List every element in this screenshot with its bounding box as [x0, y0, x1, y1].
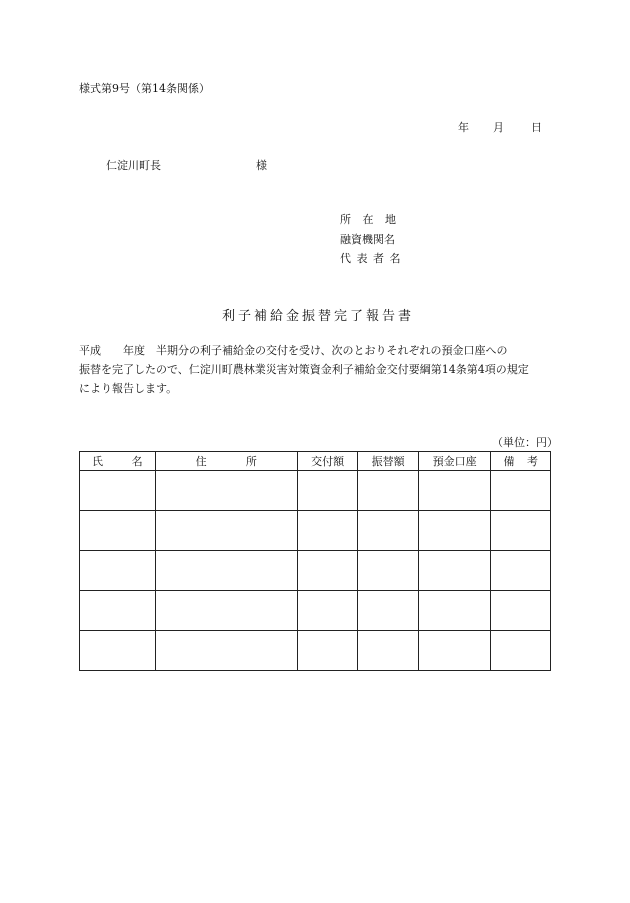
address-cell[interactable] — [155, 471, 297, 511]
header-remarks-char-2: 考 — [527, 455, 538, 468]
granted-amount-cell[interactable] — [297, 631, 358, 671]
date-year-label: 年 — [458, 121, 469, 134]
form-number: 様式第9号（第14条関係） — [79, 82, 210, 95]
address-cell[interactable] — [155, 591, 297, 631]
transferred-amount-cell[interactable] — [358, 591, 419, 631]
deposit-account-cell[interactable] — [418, 511, 491, 551]
table-row — [80, 471, 551, 511]
header-address-char-2: 所 — [245, 455, 257, 468]
header-remarks — [491, 452, 551, 471]
transferred-amount-cell[interactable] — [358, 511, 419, 551]
body-text — [79, 341, 554, 398]
transferred-amount-cell[interactable] — [358, 471, 419, 511]
granted-amount-cell[interactable] — [297, 551, 358, 591]
body-line-2: 振替を完了したので、仁淀川町農林業災害対策資金利子補給金交付要綱第14条第4項の規定 — [79, 363, 529, 376]
header-name-char-2: 名 — [131, 455, 143, 468]
header-remarks-char-1: 備 — [503, 455, 515, 468]
table-body — [80, 471, 551, 671]
header-transferred-amount: 振替額 — [358, 452, 419, 471]
remarks-cell[interactable] — [491, 551, 551, 591]
body-line-3: により報告します。 — [79, 382, 178, 395]
address-cell[interactable] — [155, 511, 297, 551]
addressee — [106, 157, 267, 173]
header-deposit-account: 預金口座 — [418, 452, 491, 471]
date-month-label: 月 — [493, 121, 504, 134]
body-line-1: 平成 年度 半期分の利子補給金の交付を受け、次のとおりそれぞれの預金口座への — [79, 344, 508, 357]
document-title: 利子補給金振替完了報告書 — [221, 309, 414, 324]
remarks-cell[interactable] — [491, 511, 551, 551]
remarks-cell[interactable] — [491, 591, 551, 631]
header-address-char-1: 住 — [195, 455, 207, 468]
name-cell[interactable] — [80, 591, 156, 631]
transferred-amount-cell[interactable] — [358, 631, 419, 671]
table-header-row — [80, 452, 551, 471]
name-cell[interactable] — [80, 471, 156, 511]
address-cell[interactable] — [155, 551, 297, 591]
remarks-cell[interactable] — [491, 631, 551, 671]
sender-institution-label: 融資機関名 — [340, 233, 395, 246]
sender-location-label: 所 在 地 — [340, 213, 400, 226]
table-row — [80, 551, 551, 591]
granted-amount-cell[interactable] — [297, 591, 358, 631]
name-cell[interactable] — [80, 551, 156, 591]
report-table — [79, 451, 551, 671]
name-cell[interactable] — [80, 631, 156, 671]
deposit-account-cell[interactable] — [418, 551, 491, 591]
date-line — [458, 119, 542, 135]
header-name — [80, 452, 156, 471]
granted-amount-cell[interactable] — [297, 511, 358, 551]
granted-amount-cell[interactable] — [297, 471, 358, 511]
table-row — [80, 511, 551, 551]
header-granted-amount: 交付額 — [297, 452, 358, 471]
addressee-honorific: 様 — [256, 159, 267, 172]
name-cell[interactable] — [80, 511, 156, 551]
table-row — [80, 591, 551, 631]
deposit-account-cell[interactable] — [418, 471, 491, 511]
header-address — [155, 452, 297, 471]
sender-representative-label: 代 表 者 名 — [340, 252, 402, 265]
deposit-account-cell[interactable] — [418, 631, 491, 671]
remarks-cell[interactable] — [491, 471, 551, 511]
unit-label: （単位：円） — [492, 436, 558, 449]
date-day-label: 日 — [531, 121, 542, 134]
addressee-name: 仁淀川町長 — [106, 159, 161, 172]
address-cell[interactable] — [155, 631, 297, 671]
transferred-amount-cell[interactable] — [358, 551, 419, 591]
deposit-account-cell[interactable] — [418, 591, 491, 631]
table-row — [80, 631, 551, 671]
header-name-char-1: 氏 — [92, 455, 103, 468]
